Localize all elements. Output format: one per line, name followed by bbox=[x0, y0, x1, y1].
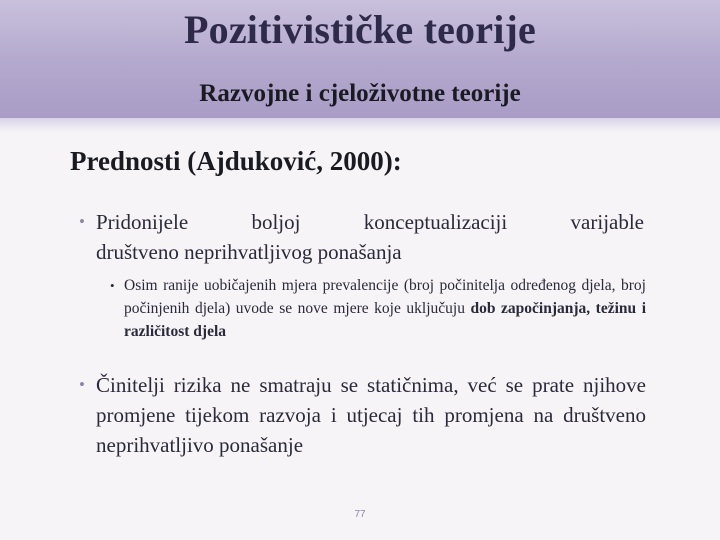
sub-bullet-marker: • bbox=[110, 278, 115, 293]
slide-subtitle: Razvojne i cjeloživotne teorije bbox=[199, 80, 521, 107]
sub-bullet-item bbox=[124, 274, 646, 343]
slide-title: Pozitivističke teorije bbox=[183, 7, 537, 52]
bullet-marker: • bbox=[79, 212, 85, 231]
bullet-marker: • bbox=[79, 375, 85, 394]
bullet-item-1 bbox=[96, 207, 644, 267]
banner-shadow bbox=[0, 118, 720, 132]
sub-bullet-text: Osim ranije uobičajenih mjera prevalencije (broj počinitelja određenog djela, broj počinjenih djela) uvode se nove mjere koje uključuju bbox=[124, 277, 646, 317]
bullet-1-line-2: društveno neprihvatljivog ponašanja bbox=[96, 240, 402, 264]
bullet-item-2: Činitelji rizika ne smatraju se statičnima, već se prate njihove promjene tijekom razvoja i utjecaj tih promjena na društveno neprihvatljivo ponašanje bbox=[96, 373, 646, 457]
section-heading: Prednosti (Ajduković, 2000): bbox=[70, 146, 402, 176]
bullet-1-line-1: Pridonijele boljoj konceptualizaciji varijable bbox=[96, 210, 644, 234]
page-number: 77 bbox=[354, 509, 366, 520]
sub-bullet-emphasis: dob započinjanja, težinu i različitost djela bbox=[124, 300, 646, 340]
